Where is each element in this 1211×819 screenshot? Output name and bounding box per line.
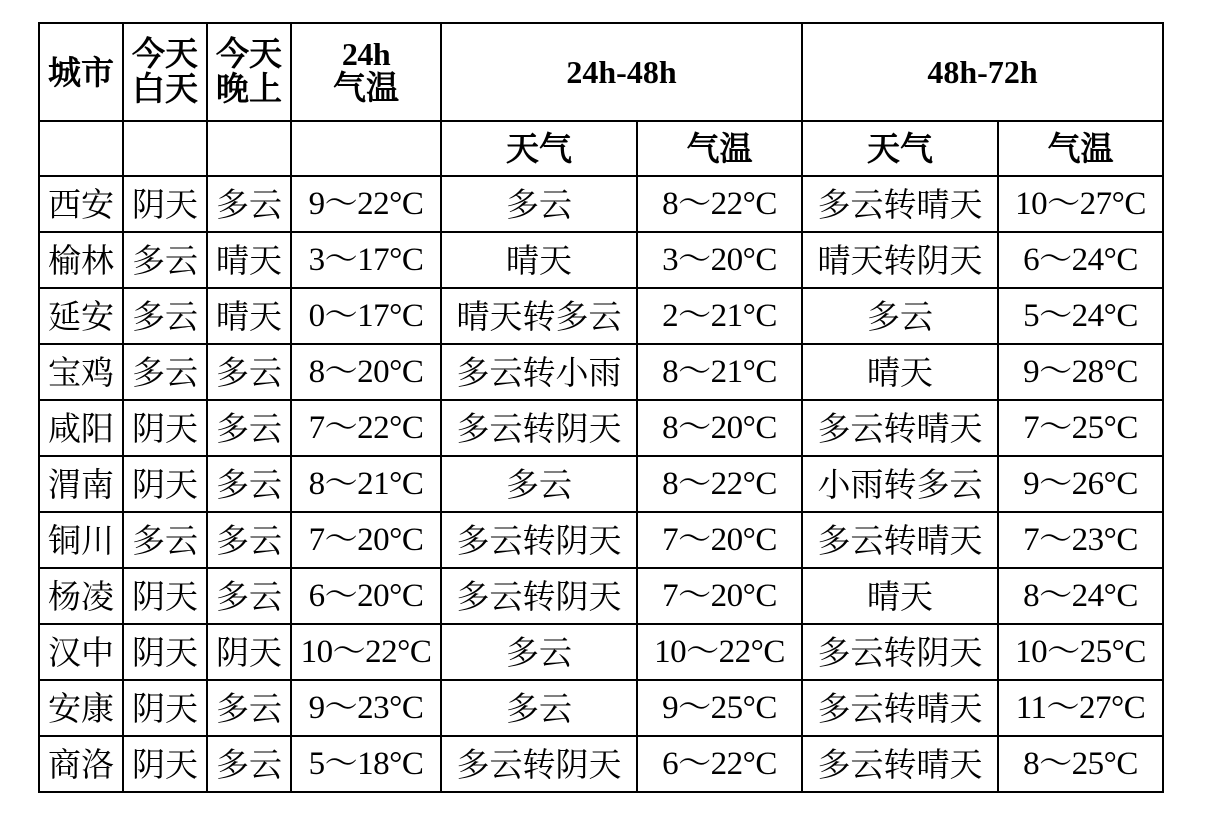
weather-72h-cell: 多云转晴天 bbox=[802, 176, 998, 232]
header-temp-24h bbox=[291, 23, 441, 121]
temp-72h-cell: 6～24°C bbox=[998, 232, 1163, 288]
temp-48h-cell: 10～22°C bbox=[637, 624, 802, 680]
temp-48h-cell: 7～20°C bbox=[637, 568, 802, 624]
city-cell: 宝鸡 bbox=[39, 344, 123, 400]
city-cell: 榆林 bbox=[39, 232, 123, 288]
temp-24h-cell: 10～22°C bbox=[291, 624, 441, 680]
today-day-cell: 多云 bbox=[123, 512, 207, 568]
weather-48h-cell: 多云 bbox=[441, 456, 637, 512]
header-sub-empty-3 bbox=[207, 121, 291, 176]
table-row bbox=[39, 568, 1163, 624]
today-night-cell: 阴天 bbox=[207, 624, 291, 680]
header-today-night-line1: 今天 bbox=[216, 34, 282, 74]
weather-forecast-table bbox=[38, 22, 1164, 793]
weather-72h-cell: 晴天 bbox=[802, 344, 998, 400]
city-cell: 延安 bbox=[39, 288, 123, 344]
table-row bbox=[39, 176, 1163, 232]
temp-24h-cell: 7～22°C bbox=[291, 400, 441, 456]
table-row bbox=[39, 344, 1163, 400]
today-day-cell: 阴天 bbox=[123, 736, 207, 792]
today-night-cell: 晴天 bbox=[207, 232, 291, 288]
header-weather-48: 天气 bbox=[441, 121, 637, 176]
temp-48h-cell: 8～21°C bbox=[637, 344, 802, 400]
temp-24h-cell: 7～20°C bbox=[291, 512, 441, 568]
header-city-label: 城市 bbox=[48, 52, 114, 92]
temp-48h-cell: 7～20°C bbox=[637, 512, 802, 568]
temp-24h-cell: 8～20°C bbox=[291, 344, 441, 400]
table-row bbox=[39, 736, 1163, 792]
header-today-night bbox=[207, 23, 291, 121]
header-temp-24h-line1: 24h bbox=[341, 35, 391, 72]
temp-48h-cell: 8～22°C bbox=[637, 456, 802, 512]
today-night-cell: 多云 bbox=[207, 680, 291, 736]
today-day-cell: 阴天 bbox=[123, 176, 207, 232]
header-row-main bbox=[39, 23, 1163, 121]
weather-48h-cell: 多云转阴天 bbox=[441, 512, 637, 568]
header-sub-empty-1 bbox=[39, 121, 123, 176]
today-night-cell: 多云 bbox=[207, 176, 291, 232]
weather-48h-cell: 多云 bbox=[441, 176, 637, 232]
city-cell: 汉中 bbox=[39, 624, 123, 680]
temp-48h-cell: 6～22°C bbox=[637, 736, 802, 792]
temp-48h-cell: 9～25°C bbox=[637, 680, 802, 736]
temp-48h-cell: 8～20°C bbox=[637, 400, 802, 456]
temp-48h-cell: 3～20°C bbox=[637, 232, 802, 288]
temp-72h-cell: 5～24°C bbox=[998, 288, 1163, 344]
today-day-cell: 多云 bbox=[123, 344, 207, 400]
weather-72h-cell: 多云转晴天 bbox=[802, 736, 998, 792]
table-row bbox=[39, 288, 1163, 344]
temp-24h-cell: 5～18°C bbox=[291, 736, 441, 792]
temp-48h-cell: 2～21°C bbox=[637, 288, 802, 344]
today-day-cell: 阴天 bbox=[123, 456, 207, 512]
city-cell: 渭南 bbox=[39, 456, 123, 512]
header-temp-24h-line2: 气温 bbox=[333, 68, 399, 108]
header-weather-72: 天气 bbox=[802, 121, 998, 176]
table-row bbox=[39, 232, 1163, 288]
today-night-cell: 多云 bbox=[207, 456, 291, 512]
today-day-cell: 多云 bbox=[123, 232, 207, 288]
weather-48h-cell: 多云转阴天 bbox=[441, 400, 637, 456]
temp-72h-cell: 8～25°C bbox=[998, 736, 1163, 792]
weather-72h-cell: 多云转阴天 bbox=[802, 624, 998, 680]
header-period-48-72-label: 48h-72h bbox=[927, 54, 1038, 90]
header-period-24-48 bbox=[441, 23, 802, 121]
temp-72h-cell: 10～27°C bbox=[998, 176, 1163, 232]
header-period-24-48-label: 24h-48h bbox=[566, 54, 677, 90]
today-night-cell: 多云 bbox=[207, 568, 291, 624]
header-row-sub bbox=[39, 121, 1163, 176]
table-row bbox=[39, 400, 1163, 456]
temp-24h-cell: 6～20°C bbox=[291, 568, 441, 624]
today-day-cell: 阴天 bbox=[123, 568, 207, 624]
temp-24h-cell: 9～22°C bbox=[291, 176, 441, 232]
today-day-cell: 阴天 bbox=[123, 624, 207, 680]
temp-72h-cell: 7～25°C bbox=[998, 400, 1163, 456]
today-night-cell: 多云 bbox=[207, 736, 291, 792]
weather-72h-cell: 多云 bbox=[802, 288, 998, 344]
temp-72h-cell: 8～24°C bbox=[998, 568, 1163, 624]
temp-24h-cell: 9～23°C bbox=[291, 680, 441, 736]
weather-72h-cell: 多云转晴天 bbox=[802, 400, 998, 456]
weather-48h-cell: 晴天转多云 bbox=[441, 288, 637, 344]
header-city bbox=[39, 23, 123, 121]
temp-72h-cell: 9～26°C bbox=[998, 456, 1163, 512]
city-cell: 商洛 bbox=[39, 736, 123, 792]
city-cell: 咸阳 bbox=[39, 400, 123, 456]
temp-72h-cell: 9～28°C bbox=[998, 344, 1163, 400]
temp-48h-cell: 8～22°C bbox=[637, 176, 802, 232]
header-today-night-line2: 晚上 bbox=[216, 69, 282, 108]
city-cell: 安康 bbox=[39, 680, 123, 736]
header-sub-empty-4 bbox=[291, 121, 441, 176]
weather-48h-cell: 多云 bbox=[441, 624, 637, 680]
today-night-cell: 晴天 bbox=[207, 288, 291, 344]
weather-72h-cell: 小雨转多云 bbox=[802, 456, 998, 512]
header-temp-48: 气温 bbox=[637, 121, 802, 176]
temp-72h-cell: 10～25°C bbox=[998, 624, 1163, 680]
weather-48h-cell: 多云转阴天 bbox=[441, 568, 637, 624]
weather-72h-cell: 多云转晴天 bbox=[802, 512, 998, 568]
header-sub-empty-2 bbox=[123, 121, 207, 176]
weather-72h-cell: 晴天 bbox=[802, 568, 998, 624]
table-row bbox=[39, 680, 1163, 736]
temp-72h-cell: 11～27°C bbox=[998, 680, 1163, 736]
today-day-cell: 阴天 bbox=[123, 680, 207, 736]
header-period-48-72 bbox=[802, 23, 1163, 121]
header-today-day bbox=[123, 23, 207, 121]
header-today-day-line1: 今天 bbox=[132, 34, 198, 74]
weather-48h-cell: 多云转小雨 bbox=[441, 344, 637, 400]
temp-24h-cell: 0～17°C bbox=[291, 288, 441, 344]
city-cell: 铜川 bbox=[39, 512, 123, 568]
today-night-cell: 多云 bbox=[207, 512, 291, 568]
weather-72h-cell: 晴天转阴天 bbox=[802, 232, 998, 288]
today-day-cell: 多云 bbox=[123, 288, 207, 344]
city-cell: 西安 bbox=[39, 176, 123, 232]
weather-48h-cell: 多云 bbox=[441, 680, 637, 736]
header-today-day-line2: 白天 bbox=[132, 69, 198, 108]
temp-72h-cell: 7～23°C bbox=[998, 512, 1163, 568]
city-cell: 杨凌 bbox=[39, 568, 123, 624]
temp-24h-cell: 8～21°C bbox=[291, 456, 441, 512]
weather-48h-cell: 多云转阴天 bbox=[441, 736, 637, 792]
header-temp-72: 气温 bbox=[998, 121, 1163, 176]
weather-48h-cell: 晴天 bbox=[441, 232, 637, 288]
table-row bbox=[39, 512, 1163, 568]
temp-24h-cell: 3～17°C bbox=[291, 232, 441, 288]
table-row bbox=[39, 456, 1163, 512]
table-row bbox=[39, 624, 1163, 680]
today-night-cell: 多云 bbox=[207, 344, 291, 400]
today-night-cell: 多云 bbox=[207, 400, 291, 456]
today-day-cell: 阴天 bbox=[123, 400, 207, 456]
weather-72h-cell: 多云转晴天 bbox=[802, 680, 998, 736]
